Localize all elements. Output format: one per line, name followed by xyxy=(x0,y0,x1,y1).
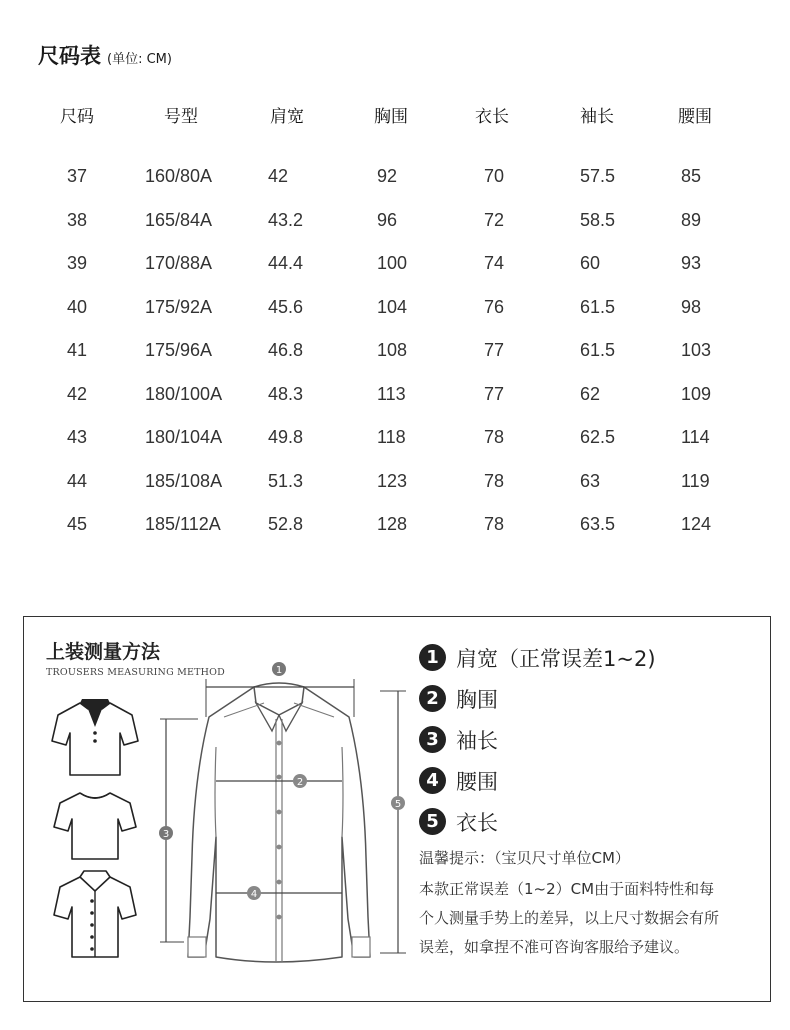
table-cell-waist: 85 xyxy=(681,166,702,186)
table-cell-fit: 180/100A xyxy=(145,383,223,404)
table-cell-shoulder: 45.6 xyxy=(268,296,304,317)
table-cell-waist: 98 xyxy=(681,296,702,317)
guide-subtitle: TROUSERS MEASURING METHOD xyxy=(46,667,225,678)
table-cell-chest: 104 xyxy=(377,296,408,317)
table-cell-chest: 128 xyxy=(377,514,408,534)
column-header-chest: 胸围 xyxy=(374,107,408,127)
table-cell-size: 42 xyxy=(67,383,88,404)
table-cell-waist: 103 xyxy=(681,340,712,360)
number-1-icon: 1 xyxy=(419,644,446,671)
table-cell-chest: 92 xyxy=(377,166,398,186)
tips-heading: 温馨提示：（宝贝尺寸单位CM） xyxy=(419,849,630,867)
table-cell-shoulder: 46.8 xyxy=(268,340,304,360)
legend-item-waist xyxy=(419,760,656,801)
legend-label: 肩宽（正常误差1~2) xyxy=(456,646,656,671)
table-cell-length: 74 xyxy=(484,253,505,273)
table-cell-length: 72 xyxy=(484,209,505,230)
table-cell-length: 77 xyxy=(484,383,505,404)
table-cell-length: 78 xyxy=(484,470,505,491)
table-cell-size: 38 xyxy=(67,209,88,230)
table-cell-shoulder: 52.8 xyxy=(268,514,304,534)
table-cell-chest: 96 xyxy=(377,209,398,230)
table-cell-size: 39 xyxy=(67,253,88,273)
column-header-length: 衣长 xyxy=(475,107,509,127)
table-cell-fit: 165/84A xyxy=(145,209,213,230)
size-chart-title: 尺码表 xyxy=(38,44,101,68)
column-header-waist: 腰围 xyxy=(678,107,712,127)
size-chart-unit: (单位: CM) xyxy=(107,52,172,67)
table-cell-waist: 124 xyxy=(681,514,712,534)
table-cell-length: 78 xyxy=(484,514,505,534)
table-cell-fit: 185/112A xyxy=(145,514,221,534)
t-shirt-icon xyxy=(52,789,138,861)
table-cell-waist: 93 xyxy=(681,253,702,273)
number-4-icon: 4 xyxy=(419,767,446,794)
table-cell-size: 44 xyxy=(67,470,88,491)
table-cell-waist: 114 xyxy=(681,427,710,447)
table-cell-sleeve: 62.5 xyxy=(580,427,616,447)
legend-label: 袖长 xyxy=(456,728,498,753)
table-cell-fit: 160/80A xyxy=(145,166,213,186)
table-cell-size: 41 xyxy=(67,340,88,360)
svg-text:3: 3 xyxy=(162,829,170,840)
table-cell-chest: 113 xyxy=(377,383,406,404)
table-cell-sleeve: 61.5 xyxy=(580,340,616,360)
column-header-sleeve: 袖长 xyxy=(580,107,614,127)
svg-text:5: 5 xyxy=(394,799,402,810)
polo-shirt-icon xyxy=(50,699,140,779)
column-header-shoulder: 肩宽 xyxy=(270,107,304,127)
svg-text:4: 4 xyxy=(250,889,258,900)
guide-title: 上装测量方法 xyxy=(46,641,161,663)
table-cell-waist: 119 xyxy=(681,470,710,491)
size-chart-title-row xyxy=(38,40,172,70)
legend-item-length xyxy=(419,801,656,842)
table-cell-size: 43 xyxy=(67,427,88,447)
button-shirt-icon xyxy=(52,871,138,961)
table-cell-length: 78 xyxy=(484,427,505,447)
table-cell-shoulder: 51.3 xyxy=(268,470,304,491)
table-cell-waist: 89 xyxy=(681,209,702,230)
table-cell-sleeve: 57.5 xyxy=(580,166,616,186)
number-2-icon: 2 xyxy=(419,685,446,712)
legend-item-sleeve xyxy=(419,719,656,760)
table-cell-size: 45 xyxy=(67,514,88,534)
table-cell-chest: 100 xyxy=(377,253,408,273)
table-cell-shoulder: 49.8 xyxy=(268,427,304,447)
svg-text:1: 1 xyxy=(275,665,283,676)
table-cell-size: 37 xyxy=(67,166,88,186)
measuring-guide-panel xyxy=(23,616,771,1002)
legend-label: 胸围 xyxy=(456,687,498,712)
table-cell-shoulder: 48.3 xyxy=(268,383,304,404)
table-cell-waist: 109 xyxy=(681,383,712,404)
tips-body: 本款正常误差（1~2）CM由于面料特性和每个人测量手势上的差异，以上尺寸数据会有所误差，如拿捏不准可咨询客服给予建议。 xyxy=(419,880,720,956)
table-cell-fit: 180/104A xyxy=(145,427,223,447)
table-cell-chest: 123 xyxy=(377,470,408,491)
table-cell-shoulder: 43.2 xyxy=(268,209,304,230)
table-cell-sleeve: 63 xyxy=(580,470,601,491)
table-cell-sleeve: 62 xyxy=(580,383,601,404)
svg-text:2: 2 xyxy=(296,777,304,788)
table-cell-shoulder: 42 xyxy=(268,166,289,186)
table-cell-fit: 175/96A xyxy=(145,340,213,360)
column-header-size: 尺码 xyxy=(60,107,94,127)
measurement-legend xyxy=(419,637,656,842)
legend-label: 衣长 xyxy=(456,810,498,835)
table-cell-sleeve: 63.5 xyxy=(580,514,616,534)
table-cell-fit: 185/108A xyxy=(145,470,223,491)
table-cell-sleeve: 61.5 xyxy=(580,296,616,317)
table-cell-size: 40 xyxy=(67,296,88,317)
long-sleeve-shirt-diagram xyxy=(154,657,414,997)
legend-item-shoulder xyxy=(419,637,656,678)
number-3-icon: 3 xyxy=(419,726,446,753)
table-cell-shoulder: 44.4 xyxy=(268,253,304,273)
table-cell-chest: 118 xyxy=(377,427,406,447)
table-cell-length: 76 xyxy=(484,296,505,317)
table-cell-fit: 170/88A xyxy=(145,253,213,273)
legend-label: 腰围 xyxy=(456,769,498,794)
table-cell-sleeve: 58.5 xyxy=(580,209,616,230)
table-cell-sleeve: 60 xyxy=(580,253,601,273)
table-cell-length: 70 xyxy=(484,166,505,186)
number-5-icon: 5 xyxy=(419,808,446,835)
table-cell-chest: 108 xyxy=(377,340,408,360)
table-cell-fit: 175/92A xyxy=(145,296,213,317)
legend-item-chest xyxy=(419,678,656,719)
table-cell-length: 77 xyxy=(484,340,505,360)
column-header-fit: 号型 xyxy=(164,107,198,127)
